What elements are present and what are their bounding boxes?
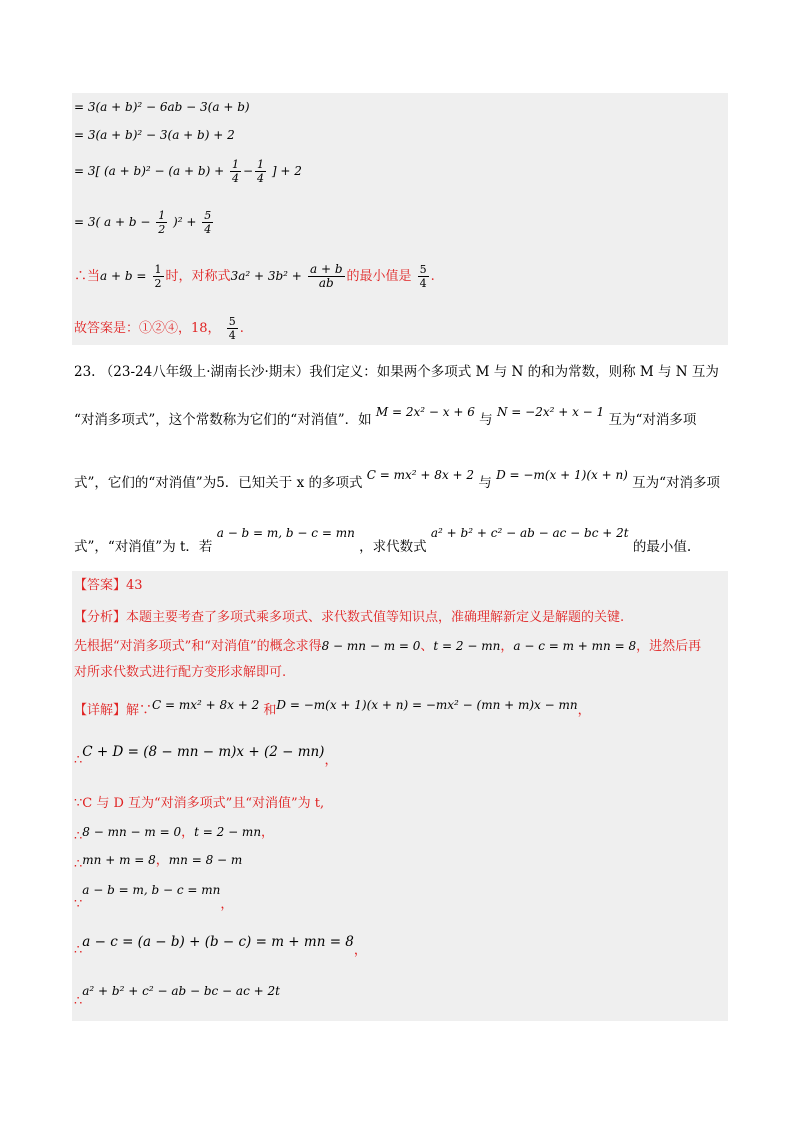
- answer-label: 【答案】43: [74, 578, 143, 593]
- analysis-line-2: 先根据“对消多项式”和“对消值”的概念求得8 − mn − m = 0、t = 2 − mn，a − c = m + mn = 8，进然后再: [74, 639, 702, 654]
- previous-answer-line: 故答案是：①②④，18， $\frac{5}{4}$ .: [74, 315, 244, 342]
- step-5: ∵a − b = m, b − c = mn，: [74, 883, 234, 912]
- step-7: ∴a² + b² + c² − ab − bc − ac + 2t: [74, 984, 280, 1009]
- analysis-line-1: 【分析】本题主要考查了多项式乘多项式、求代数式值等知识点，准确理解新定义是解题的关键.: [74, 610, 625, 625]
- solution-step-4: = 3( a + b − $\frac{1}{2}$ )² + $\frac{5}{4}$: [74, 209, 212, 236]
- question-source: （23-24八年级上·湖南长沙·期末）: [99, 364, 310, 380]
- polynomial-N: N = −2x² + x − 1: [496, 405, 605, 419]
- step-4: ∴mn + m = 8，mn = 8 − m: [74, 853, 243, 872]
- given-conditions: a − b = m, b − c = mn: [216, 526, 355, 540]
- question-line-2: “对消多项式”，这个常数称为它们的“对消值”．如 M = 2x² − x + 6 与 N = −2x² + x − 1 互为“对消多项: [74, 405, 697, 428]
- solution-step-1: = 3(a + b)² − 6ab − 3(a + b): [74, 100, 250, 114]
- question-text: 我们定义：如果两个多项式 M 与 N 的和为常数，则称 M 与 N 互为: [309, 364, 719, 380]
- target-expression: a² + b² + c² − ab − ac − bc + 2t: [430, 526, 629, 540]
- step3-right: ] + 2: [271, 164, 302, 178]
- question-number: 23.: [74, 364, 96, 380]
- question-line-3: 式”，它们的“对消值”为5．已知关于 x 的多项式 C = mx² + 8x + 2 与 D = −m(x + 1)(x + n) 互为“对消多项: [74, 468, 721, 491]
- step3-left: = 3[ (a + b)² − (a + b) +: [74, 164, 225, 178]
- question-line-1: [74, 360, 719, 380]
- analysis-line-3: 对所求代数式进行配方变形求解即可.: [74, 665, 287, 680]
- half-fraction: $\frac{1}{2}$: [158, 209, 166, 236]
- quarter-fraction: $\frac{1}{4}$: [231, 158, 239, 185]
- polynomial-C: C = mx² + 8x + 2: [366, 468, 475, 482]
- polynomial-M: M = 2x² − x + 6: [375, 405, 475, 419]
- solution-step-2: = 3(a + b)² − 3(a + b) + 2: [74, 128, 235, 142]
- polynomial-D: D = −m(x + 1)(x + n): [496, 468, 628, 482]
- solution-step-3: = 3[ (a + b)² − (a + b) + $\frac{1}{4}$ − $\frac{1}{4}$ ] + 2: [74, 158, 302, 185]
- detail-line: 【详解】解∵C = mx² + 8x + 2 和D = −m(x + 1)(x + n) = −mx² − (mn + m)x − mn，: [74, 698, 591, 718]
- step-1: ∴C + D = (8 − mn − m)x + (2 − mn)，: [74, 744, 338, 768]
- step-2: ∵C 与 D 互为“对消多项式”且“对消值”为 t,: [74, 796, 325, 811]
- question-line-4: 式”，“对消值”为 t．若 a − b = m, b − c = mn ，求代数式 a² + b² + c² − ab − ac − bc + 2t 的最小值.: [74, 526, 692, 555]
- step-6: ∴a − c = (a − b) + (b − c) = m + mn = 8，: [74, 934, 367, 958]
- solution-conclusion: ∴当a + b = $\frac{1}{2}$ 时，对称式3a² + 3b² + $\frac{a + b}{ab}$ 的最小值是 $\frac{5}{4}$ .: [74, 262, 435, 290]
- quarter-fraction-2: $\frac{1}{4}$: [257, 158, 265, 185]
- step-3: ∴8 − mn − m = 0，t = 2 − mn，: [74, 825, 275, 844]
- five-quarters-fraction: $\frac{5}{4}$: [204, 209, 212, 236]
